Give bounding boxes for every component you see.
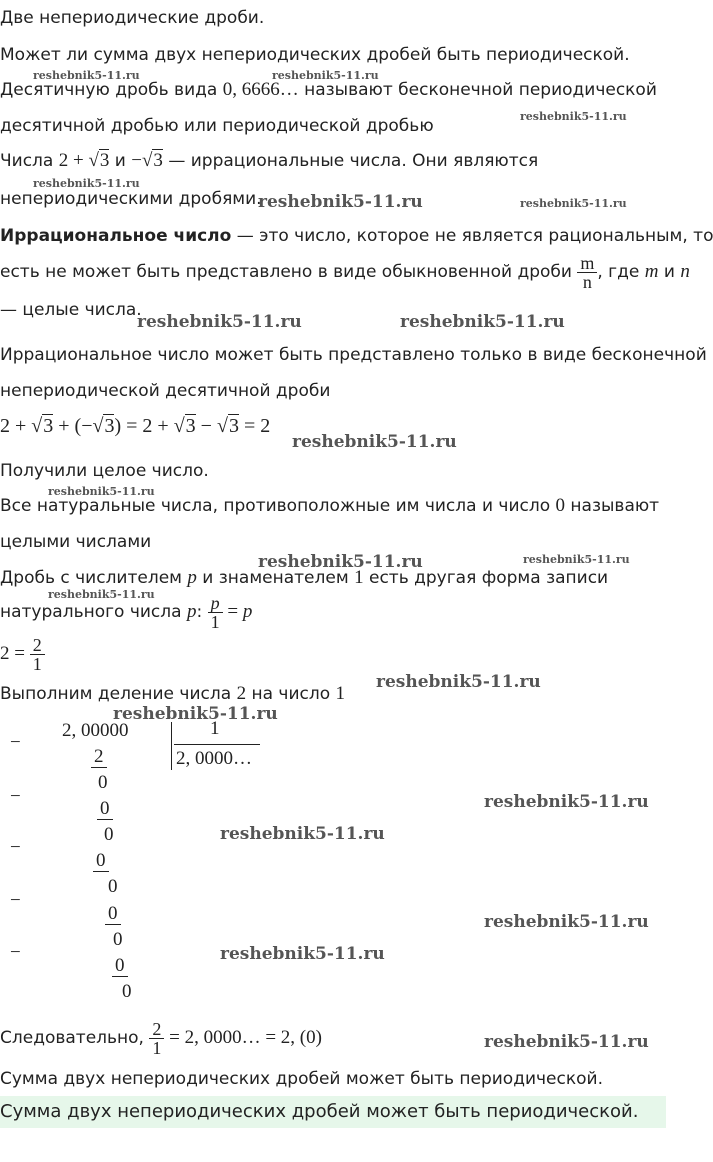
therefore-line <box>0 1016 322 1060</box>
sqrt-arg: 3 <box>228 415 239 437</box>
minus-sign: − <box>10 786 21 807</box>
watermark: reshebnik5-11.ru <box>48 485 155 498</box>
sqrt-arg: 3 <box>104 415 115 437</box>
irrational-term: Иррациональное число <box>0 226 232 246</box>
var-p: p <box>186 601 197 622</box>
question-line: Может ли сумма двух непериодических дробей быть периодической. <box>0 45 630 65</box>
fraction-p-1 <box>208 594 223 631</box>
fraction-2-1 <box>149 1020 164 1057</box>
irrational-repr-line-2: непериодической десятичной дроби <box>0 381 331 401</box>
sqrt-arg: 3 <box>99 150 110 171</box>
sqrt-arg: 3 <box>153 150 163 171</box>
watermark: reshebnik5-11.ru <box>258 192 423 212</box>
div-two: 2 <box>236 683 247 704</box>
integer-line: Получили целое число. <box>0 461 209 481</box>
numbers-and: и <box>109 151 132 171</box>
math-two-plus: 2 + <box>58 150 89 171</box>
sqrt-3-b: √3 <box>141 150 163 171</box>
step-subtrahend <box>91 747 107 767</box>
division-bracket-horizontal <box>174 744 260 745</box>
frac2-eq: = <box>222 601 243 622</box>
answer-box <box>0 1096 666 1128</box>
watermark: reshebnik5-11.ru <box>48 588 155 601</box>
fraction-numerator: 2 <box>32 634 42 655</box>
watermark: reshebnik5-11.ru <box>137 312 302 332</box>
numbers-text-a: Числа <box>0 151 59 171</box>
watermark: reshebnik5-11.ru <box>33 177 140 190</box>
numbers-text-b: — иррациональные числа. Они являются <box>162 151 539 171</box>
divisor: 1 <box>210 718 220 739</box>
step-subtrahend <box>105 904 121 924</box>
watermark: reshebnik5-11.ru <box>520 197 627 210</box>
frac-text-a: Дробь с числителем <box>0 568 188 588</box>
minus-sign: − <box>10 890 21 911</box>
minus-sign: − <box>10 732 21 753</box>
eq-part-b: + (− <box>53 415 93 437</box>
natural-line <box>0 496 659 516</box>
irrational-def-line-2 <box>0 252 690 292</box>
eq-part-e: = 2 <box>238 415 271 437</box>
div-text-a: Выполним деление числа <box>0 684 237 704</box>
step-subtrahend <box>97 799 113 819</box>
numbers-line <box>0 151 538 171</box>
eq-part-d: − <box>195 415 217 437</box>
division-bracket-vertical <box>171 722 172 770</box>
eq-part-c: ) = 2 + <box>114 415 174 437</box>
step-remainder: 0 <box>113 929 123 950</box>
watermark: reshebnik5-11.ru <box>33 69 140 82</box>
math-minus: − <box>131 150 142 171</box>
div-text-b: на число <box>246 684 336 704</box>
step-value: 0 <box>97 798 113 820</box>
frac-text-b: и знаменателем <box>196 568 355 588</box>
var-n: n <box>680 261 690 282</box>
fraction-2-1 <box>30 636 45 673</box>
decimal-line <box>0 80 657 100</box>
irr2-text-a: есть не может быть представлено в виде обыкновенной дроби <box>0 262 578 282</box>
watermark: reshebnik5-11.ru <box>523 553 630 566</box>
therefore-equation: = 2, 0000… = 2, (0) <box>164 1027 322 1048</box>
quotient: 2, 0000… <box>176 748 252 769</box>
fraction-denominator: 1 <box>149 1038 164 1057</box>
sqrt-3-d: √3 <box>92 415 115 437</box>
watermark: reshebnik5-11.ru <box>484 792 649 812</box>
sum-equation <box>0 414 270 438</box>
watermark: reshebnik5-11.ru <box>292 432 457 452</box>
decimal-line-2: десятичной дробью или периодической дробью <box>0 116 434 136</box>
decimal-text-b: называют бесконечной периодической <box>298 80 657 100</box>
step-value: 2 <box>91 746 107 768</box>
fraction-numerator: p <box>210 592 220 613</box>
division-intro-line <box>0 684 345 704</box>
minus-sign: − <box>10 942 21 963</box>
therefore-text: Следовательно, <box>0 1028 150 1048</box>
eq-part-a: 2 + <box>0 415 32 437</box>
watermark: reshebnik5-11.ru <box>520 110 627 123</box>
zero-number: 0 <box>555 495 566 516</box>
step-value: 0 <box>93 850 109 872</box>
frac-text-c: есть другая форма записи <box>363 568 609 588</box>
step-remainder: 0 <box>104 824 114 845</box>
decimal-number: 0, 6666… <box>222 79 299 100</box>
fraction-numerator: 2 <box>152 1018 162 1039</box>
frac2-text-a: натурального числа <box>0 602 187 622</box>
natural-line-2: целыми числами <box>0 532 152 552</box>
step-subtrahend <box>112 956 128 976</box>
watermark: reshebnik5-11.ru <box>484 912 649 932</box>
sqrt-3-a: √3 <box>88 150 110 171</box>
fraction-denominator: 1 <box>30 654 45 673</box>
minus-sign: − <box>10 837 21 858</box>
sqrt-arg: 3 <box>43 415 54 437</box>
irrational-def-line-3: — целые числа. <box>0 300 142 320</box>
watermark: reshebnik5-11.ru <box>113 704 278 724</box>
irrational-repr-line: Иррациональное число может быть представлено только в виде бесконечной <box>0 345 707 365</box>
step-remainder: 0 <box>108 876 118 897</box>
watermark: reshebnik5-11.ru <box>376 672 541 692</box>
decimal-text-a: Десятичную дробь вида <box>0 80 223 100</box>
irr2-text-b: , где <box>597 262 645 282</box>
fraction-m-n <box>577 254 597 291</box>
two-eq: 2 = <box>0 643 30 664</box>
step-value: 0 <box>105 903 121 925</box>
fraction-numerator: m <box>580 252 595 273</box>
watermark: reshebnik5-11.ru <box>400 312 565 332</box>
irr2-and: и <box>658 262 681 282</box>
watermark: reshebnik5-11.ru <box>258 552 423 572</box>
var-p: p <box>242 601 253 622</box>
step-remainder: 0 <box>122 981 132 1002</box>
answer-text: Сумма двух непериодических дробей может быть периодической. <box>0 1101 639 1122</box>
fraction-denominator: n <box>577 272 597 291</box>
watermark: reshebnik5-11.ru <box>220 944 385 964</box>
fraction-denominator: 1 <box>208 612 223 631</box>
sqrt-3-c: √3 <box>31 415 54 437</box>
step-subtrahend <box>93 851 109 871</box>
sqrt-arg: 3 <box>185 415 196 437</box>
two-fraction-line <box>0 632 45 676</box>
natural-text-a: Все натуральные числа, противоположные им числа и число <box>0 496 556 516</box>
numbers-line-2: непериодическими дробями. <box>0 189 262 209</box>
irrational-def-line <box>0 226 713 246</box>
step-remainder: 0 <box>98 772 108 793</box>
conclusion-line: Сумма двух непериодических дробей может быть периодической. <box>0 1069 603 1089</box>
watermark: reshebnik5-11.ru <box>484 1032 649 1052</box>
title-line: Две непериодические дроби. <box>0 8 265 28</box>
irrational-def-rest: — это число, которое не является рациональным, то <box>231 226 713 246</box>
natural-text-b: называют <box>565 496 660 516</box>
dividend: 2, 00000 <box>62 720 129 741</box>
div-one: 1 <box>335 683 346 704</box>
one-number: 1 <box>354 567 364 588</box>
frac2-colon: : <box>196 602 208 622</box>
sqrt-3-f: √3 <box>216 415 239 437</box>
var-m: m <box>644 261 659 282</box>
var-p: p <box>187 567 197 588</box>
watermark: reshebnik5-11.ru <box>220 824 385 844</box>
watermark: reshebnik5-11.ru <box>272 69 379 82</box>
sqrt-3-e: √3 <box>173 415 196 437</box>
step-value: 0 <box>112 955 128 977</box>
